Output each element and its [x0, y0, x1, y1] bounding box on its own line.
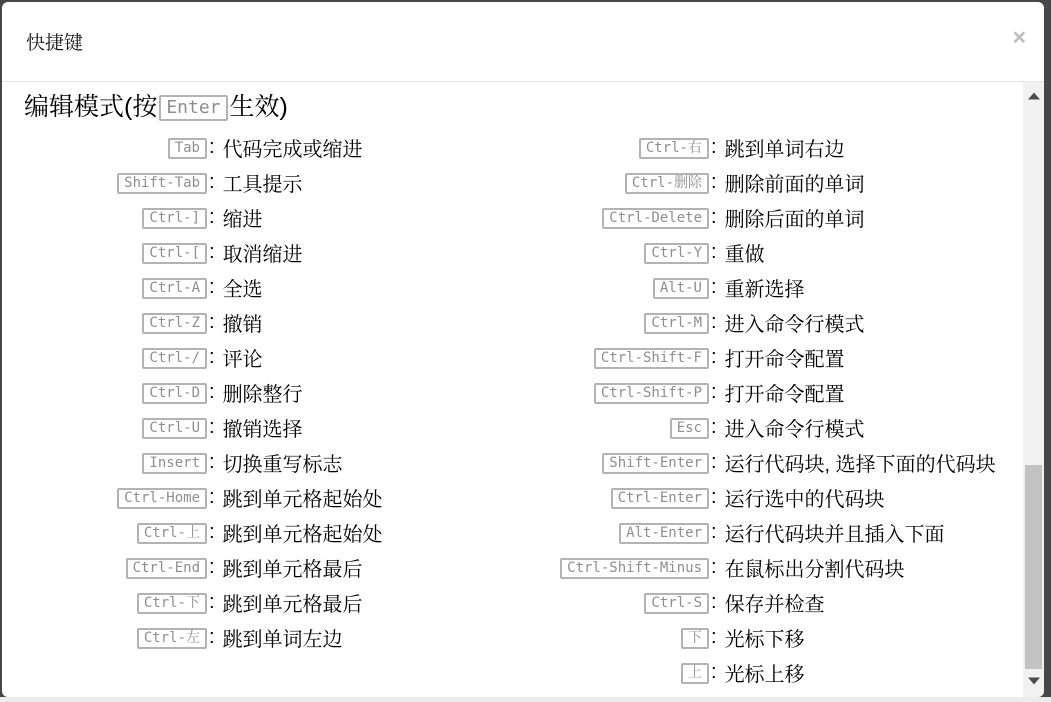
shortcut-row	[24, 165, 522, 200]
shortcut-separator: :	[209, 136, 215, 159]
shortcut-key: Ctrl-Home	[117, 488, 207, 509]
shortcut-keys-cell	[24, 384, 207, 403]
shortcut-key: Ctrl-上	[137, 523, 207, 544]
shortcut-separator: :	[711, 241, 717, 264]
shortcut-description: 进入命令行模式	[724, 314, 865, 337]
shortcut-row	[522, 550, 1020, 585]
shortcut-keys-cell	[522, 349, 709, 368]
shortcut-key: Ctrl-删除	[625, 173, 709, 194]
shortcut-key: Ctrl-下	[137, 593, 207, 614]
shortcut-description: 工具提示	[222, 174, 303, 197]
shortcut-description: 保存并检查	[724, 594, 825, 617]
shortcut-separator: :	[711, 451, 717, 474]
shortcut-separator: :	[209, 311, 215, 334]
shortcut-key: Ctrl-S	[644, 593, 709, 614]
shortcut-keys-cell	[24, 629, 207, 648]
scroll-up-icon	[1028, 93, 1040, 100]
shortcut-key: Ctrl-U	[142, 418, 207, 439]
heading-prefix: 编辑模式(按	[24, 93, 158, 121]
shortcut-separator: :	[711, 591, 717, 614]
shortcut-column-left	[24, 130, 522, 690]
shortcut-keys-cell	[522, 664, 709, 683]
shortcut-description: 重做	[724, 244, 765, 267]
shortcut-row	[522, 200, 1020, 235]
shortcut-description: 在鼠标出分割代码块	[724, 559, 905, 582]
horizontal-scrollbar-track[interactable]	[0, 697, 1051, 702]
shortcut-columns	[24, 130, 1020, 690]
shortcut-keys-cell	[522, 244, 709, 263]
shortcut-row	[24, 480, 522, 515]
shortcut-key: Insert	[142, 453, 207, 474]
shortcut-key: Ctrl-Enter	[611, 488, 709, 509]
shortcut-row	[24, 585, 522, 620]
shortcut-description: 取消缩进	[222, 244, 303, 267]
shortcut-key: Ctrl-[	[142, 243, 207, 264]
shortcut-description: 跳到单元格起始处	[222, 524, 383, 547]
shortcut-keys-cell	[24, 279, 207, 298]
page-title: 快捷键	[26, 33, 84, 54]
shortcut-row	[522, 340, 1020, 375]
shortcut-key: Ctrl-End	[126, 558, 207, 579]
shortcut-key: Ctrl-M	[644, 313, 709, 334]
shortcut-row	[24, 235, 522, 270]
shortcut-separator: :	[711, 556, 717, 579]
shortcut-description: 删除整行	[222, 384, 303, 407]
shortcut-separator: :	[711, 381, 717, 404]
shortcut-separator: :	[209, 206, 215, 229]
shortcut-description: 切换重写标志	[222, 454, 343, 477]
shortcut-keys-cell	[522, 454, 709, 473]
shortcut-row	[24, 410, 522, 445]
section-heading	[24, 82, 1020, 123]
shortcut-row	[24, 445, 522, 480]
shortcut-separator: :	[711, 346, 717, 369]
shortcut-description: 跳到单词左边	[222, 629, 343, 652]
shortcut-description: 代码完成或缩进	[222, 139, 363, 162]
close-icon[interactable]: ×	[1012, 24, 1026, 50]
shortcut-keys-cell	[24, 594, 207, 613]
shortcut-keys-cell	[522, 419, 709, 438]
shortcut-description: 撤销	[222, 314, 263, 337]
shortcut-keys-cell	[522, 209, 709, 228]
shortcut-description: 打开命令配置	[724, 349, 845, 372]
shortcut-key: Ctrl-Shift-Minus	[560, 558, 709, 579]
shortcut-row	[522, 270, 1020, 305]
shortcut-separator: :	[209, 346, 215, 369]
shortcut-key: Ctrl-右	[639, 138, 709, 159]
shortcut-separator: :	[711, 626, 717, 649]
shortcut-key: Ctrl-Shift-F	[594, 348, 709, 369]
shortcut-description: 打开命令配置	[724, 384, 845, 407]
shortcut-row	[24, 515, 522, 550]
shortcut-description: 重新选择	[724, 279, 805, 302]
shortcut-row	[24, 375, 522, 410]
shortcut-key: 下	[681, 628, 709, 649]
shortcut-key: Esc	[670, 418, 709, 439]
shortcut-keys-cell	[24, 314, 207, 333]
shortcut-description: 撤销选择	[222, 419, 303, 442]
shortcut-keys-cell	[522, 279, 709, 298]
shortcut-keys-cell	[24, 454, 207, 473]
shortcut-description: 评论	[222, 349, 263, 372]
shortcut-separator: :	[209, 591, 215, 614]
shortcut-keys-cell	[24, 244, 207, 263]
shortcut-description: 删除后面的单词	[724, 209, 865, 232]
scroll-up-button[interactable]	[1023, 86, 1044, 106]
shortcut-keys-cell	[522, 139, 709, 158]
shortcut-description: 跳到单元格起始处	[222, 489, 383, 512]
enter-key: Enter	[159, 95, 227, 121]
shortcut-row	[522, 515, 1020, 550]
shortcut-key: Ctrl-Shift-P	[594, 383, 709, 404]
shortcut-key: Ctrl-左	[137, 628, 207, 649]
shortcut-keys-cell	[522, 594, 709, 613]
shortcut-separator: :	[711, 206, 717, 229]
shortcut-row	[522, 410, 1020, 445]
shortcut-description: 运行选中的代码块	[724, 489, 885, 512]
scrollbar[interactable]	[1023, 82, 1044, 697]
shortcut-key: Tab	[168, 138, 207, 159]
shortcut-description: 光标上移	[724, 664, 805, 687]
shortcut-row	[24, 340, 522, 375]
shortcut-separator: :	[209, 381, 215, 404]
shortcut-key: Ctrl-Z	[142, 313, 207, 334]
shortcut-keys-cell	[24, 349, 207, 368]
scroll-down-button[interactable]	[1023, 671, 1044, 691]
shortcut-row	[522, 165, 1020, 200]
heading-suffix: 生效)	[229, 93, 288, 121]
shortcut-separator: :	[209, 626, 215, 649]
shortcut-description: 缩进	[222, 209, 263, 232]
shortcut-separator: :	[711, 416, 717, 439]
shortcut-separator: :	[209, 521, 215, 544]
shortcut-row	[522, 375, 1020, 410]
shortcut-key: Alt-U	[653, 278, 709, 299]
shortcut-separator: :	[711, 661, 717, 684]
shortcut-keys-cell	[24, 174, 207, 193]
shortcut-description: 运行代码块, 选择下面的代码块	[724, 454, 996, 477]
shortcut-description: 光标下移	[724, 629, 805, 652]
shortcut-separator: :	[711, 521, 717, 544]
shortcut-row	[24, 200, 522, 235]
shortcut-key: Ctrl-]	[142, 208, 207, 229]
shortcut-keys-cell	[522, 489, 709, 508]
shortcut-separator: :	[209, 416, 215, 439]
shortcut-row	[522, 585, 1020, 620]
shortcut-row	[24, 130, 522, 165]
shortcut-keys-cell	[24, 524, 207, 543]
dialog-body	[2, 82, 1044, 690]
shortcut-key: Shift-Tab	[117, 173, 207, 194]
shortcut-keys-cell	[522, 384, 709, 403]
shortcut-separator: :	[209, 451, 215, 474]
shortcut-row	[24, 305, 522, 340]
shortcut-row	[522, 655, 1020, 690]
shortcut-key: 上	[681, 663, 709, 684]
shortcut-separator: :	[209, 486, 215, 509]
shortcut-keys-cell	[24, 559, 207, 578]
shortcut-column-right	[522, 130, 1020, 690]
shortcut-description: 删除前面的单词	[724, 174, 865, 197]
shortcut-row	[522, 480, 1020, 515]
shortcut-key: Ctrl-Y	[644, 243, 709, 264]
scrollbar-thumb[interactable]	[1025, 465, 1042, 669]
shortcut-keys-cell	[24, 489, 207, 508]
shortcut-keys-cell	[522, 314, 709, 333]
dialog-header	[2, 2, 1044, 82]
shortcut-row	[522, 620, 1020, 655]
shortcut-keys-cell	[24, 419, 207, 438]
shortcut-row	[24, 620, 522, 655]
shortcut-row	[522, 235, 1020, 270]
shortcut-separator: :	[209, 276, 215, 299]
shortcut-separator: :	[711, 311, 717, 334]
shortcut-keys-cell	[522, 174, 709, 193]
shortcut-keys-cell	[522, 629, 709, 648]
shortcut-separator: :	[711, 136, 717, 159]
shortcut-description: 进入命令行模式	[724, 419, 865, 442]
shortcut-key: Ctrl-A	[142, 278, 207, 299]
shortcut-row	[522, 305, 1020, 340]
shortcut-description: 运行代码块并且插入下面	[724, 524, 945, 547]
scroll-down-icon	[1028, 678, 1040, 685]
shortcut-description: 跳到单元格最后	[222, 559, 363, 582]
shortcut-separator: :	[209, 241, 215, 264]
shortcut-description: 跳到单词右边	[724, 139, 845, 162]
shortcut-keys-cell	[24, 139, 207, 158]
shortcut-row	[24, 550, 522, 585]
shortcut-key: Ctrl-Delete	[602, 208, 709, 229]
shortcut-separator: :	[711, 276, 717, 299]
shortcut-separator: :	[711, 486, 717, 509]
shortcut-keys-cell	[522, 524, 709, 543]
shortcut-key: Alt-Enter	[619, 523, 709, 544]
shortcut-separator: :	[209, 556, 215, 579]
shortcut-description: 跳到单元格最后	[222, 594, 363, 617]
shortcut-keys-cell	[24, 209, 207, 228]
shortcut-keys-cell	[522, 559, 709, 578]
shortcut-key: Ctrl-/	[142, 348, 207, 369]
shortcut-row	[24, 270, 522, 305]
shortcut-key: Ctrl-D	[142, 383, 207, 404]
shortcuts-dialog	[2, 2, 1044, 697]
shortcut-description: 全选	[222, 279, 263, 302]
shortcut-row	[522, 130, 1020, 165]
shortcut-key: Shift-Enter	[602, 453, 709, 474]
shortcut-row	[522, 445, 1020, 480]
shortcut-separator: :	[711, 171, 717, 194]
shortcut-separator: :	[209, 171, 215, 194]
